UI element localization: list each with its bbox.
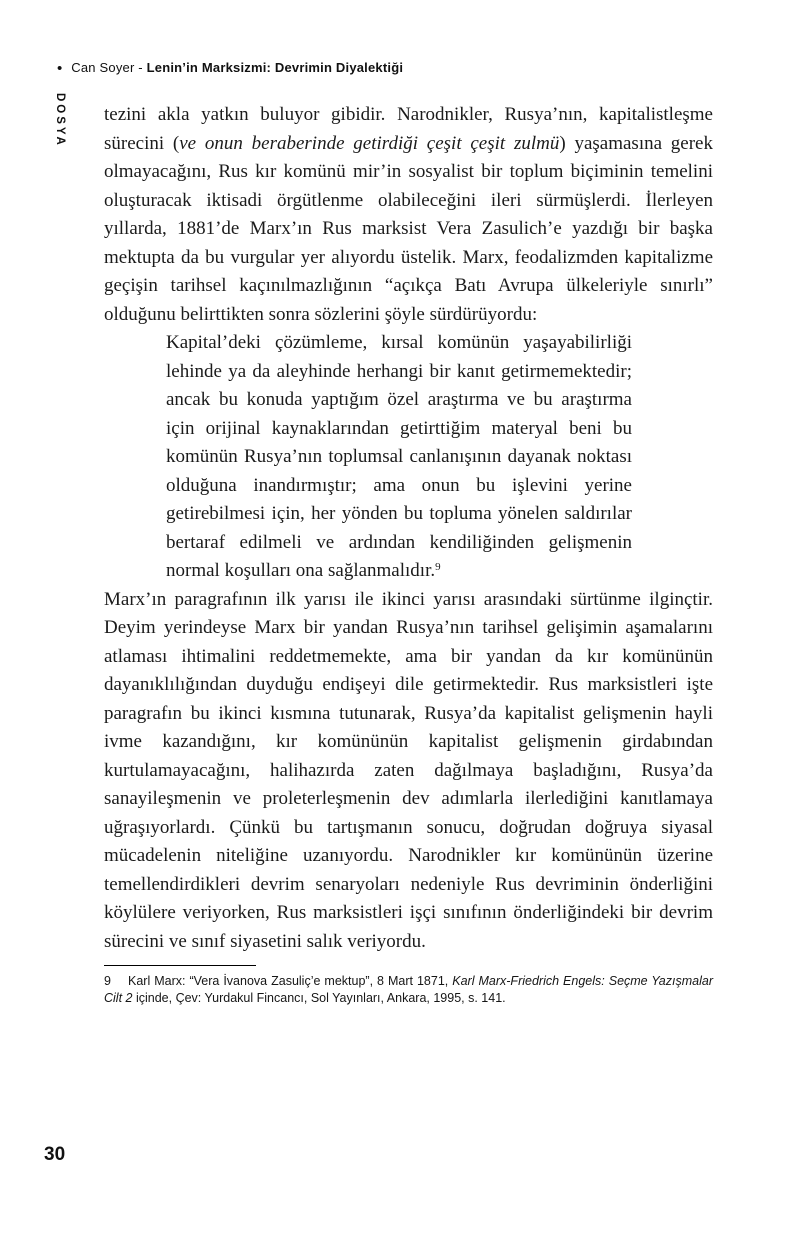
block-quote	[166, 329, 632, 586]
footnote-text: Karl Marx: “Vera İvanova Zasuliç’e mektup”, 8 Mart 1871,	[128, 974, 453, 988]
paragraph-1-text: tezini akla yatkın buluyor gibidir. Narodnikler, Rusya’nın, kapitalistleşme sürecini (	[104, 104, 713, 154]
paragraph-1-text-cont: ) yaşamasına gerek olmayacağını, Rus kır komünü mir’in sosyalist bir toplum biçiminin temelini oluşturacak iktisadi örgütlenme olabileceğini ileri sürmüşlerdi. İlerleyen yıllarda, 1881’de Marx’ın Rus marksist Vera Zasulich’e yazdığı bir başka mektupta da bu vurgular yer alıyordu üstelik. Marx, feodalizmden kapitalizme geçişin tarihsel kaçınılmazlığının “açıkça Batı Avrupa ülkeleriyle sınırlı” olduğunu belirttikten sonra sözlerini şöyle sürdürüyordu:	[104, 132, 713, 325]
footnote-reference-9: 9	[435, 561, 441, 573]
page-number: 30	[44, 1144, 66, 1165]
footnote-separator	[104, 965, 256, 966]
quote-text: Kapital’deki çözümleme, kırsal komünün yaşayabilirliği lehinde ya da aleyhinde herhangi bir kanıt getirmemektedir; ancak bu konuda yaptığım özel araştırma ve bu araştırma için orijinal kaynaklarından getirttiğim materyal beni bu komünün Rusya’nın toplumsal canlanışının dayanak noktası olduğuna inandırmıştır; ama onun bu işlevini yerine getirebilmesi için, her yönden bu topluma yönelen saldırılar bertaraf edilmeli ve ardından kendiliğinden gelişmenin normal koşulları ona sağlanmalıdır.	[166, 332, 632, 581]
margin-section-label: DOSYA	[54, 93, 66, 148]
footnote-text-cont: içinde, Çev: Yurdakul Fincancı, Sol Yayınları, Ankara, 1995, s. 141.	[132, 991, 506, 1005]
footnote-italic-title: Karl Marx-Friedrich Engels: Seçme Yazışmalar Cilt 2	[104, 974, 713, 1005]
paragraph-1-italic: ve onun beraberinde getirdiği çeşit çeşit zulmü	[179, 132, 560, 154]
paragraph-2: Marx’ın paragrafının ilk yarısı ile ikinci yarısı arasındaki sürtünme ilginçtir. Deyim yerindeyse Marx bir yandan Rusya’nın tarihsel gelişimin aşamalarını atlaması ihtimalini reddetmemekte, ama bir yandan da kır komününün dayanıklılığından duyduğu endişeyi dile getirmektedir. Rus marksistleri işte paragrafın bu ikinci kısmına tutunarak, Rusya’da kapitalist gelişmenin hayli ivme kazandığını, kır komününün kapitalist gelişmenin girdabından kurtulamayacağını, halihazırda zaten dağılmaya başladığını, Rusya’da sanayileşmenin ve proleterleşmenin dev adımlarla ilerlediğini kanıtlamaya uğraşıyorlardı. Çünkü bu tartışmanın sonucu, doğrudan doğruya siyasal mücadelenin niteliğine uzanıyordu. Narodnikler kır komününün üzerine temellendirdikleri devrim senaryoları nedeniyle Rus devriminin önderliğini köylülere veriyorken, Rus marksistleri işçi sınıfının önderliğindeki bir devrim sürecini ve sınıf siyasetini salık veriyordu.	[104, 588, 713, 952]
bullet-icon: •	[57, 60, 63, 77]
page-body	[104, 101, 713, 1007]
header-book-title: Lenin’in Marksizmi: Devrimin Diyalektiği	[146, 60, 404, 75]
header-author: Can Soyer -	[71, 60, 147, 75]
running-header	[57, 60, 403, 77]
footnote-area	[104, 965, 713, 1007]
footnote-number: 9	[104, 974, 111, 988]
footnote-9	[104, 973, 713, 1007]
paragraph-1	[104, 101, 713, 329]
